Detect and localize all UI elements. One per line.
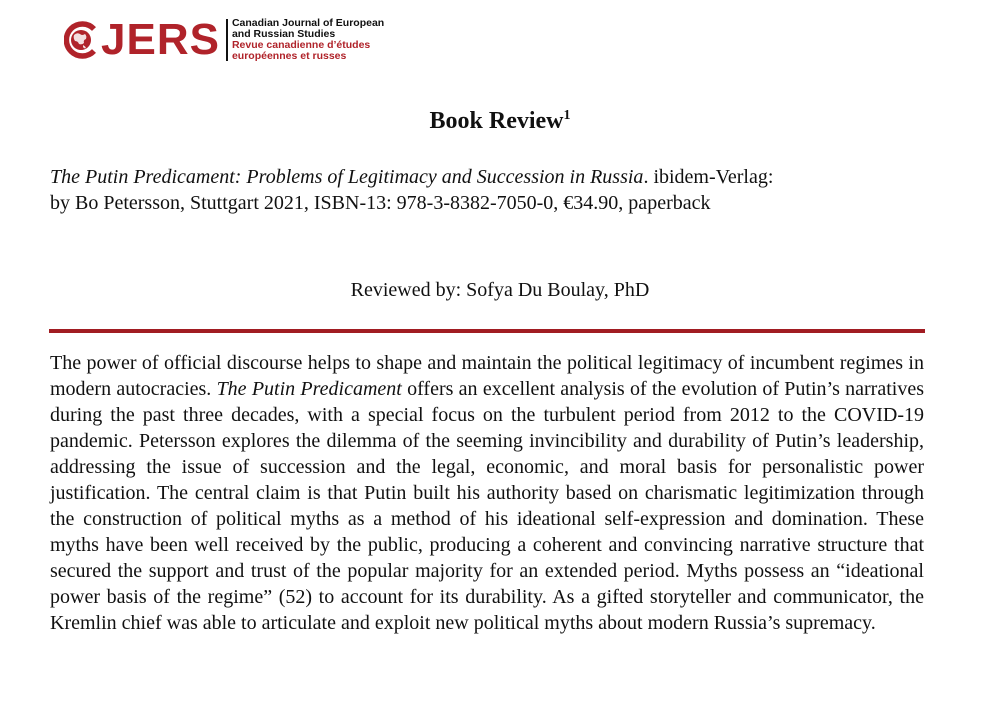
book-title: The Putin Predicament: Problems of Legitimacy and Succession in Russia	[50, 166, 644, 188]
logo-en-line1: Canadian Journal of European	[231, 17, 385, 29]
citation-details: by Bo Petersson, Stuttgart 2021, ISBN-13: 978-3-8382-7050-0, €34.90, paperback	[50, 192, 711, 214]
footnote-marker[interactable]: 1	[563, 108, 571, 123]
page-title	[0, 106, 1000, 136]
paragraph-book-title: The Putin Predicament	[216, 378, 402, 400]
logo-letters: JERS	[101, 15, 220, 64]
citation-publisher: . ibidem-Verlag:	[643, 166, 774, 188]
logo-journal-name	[232, 18, 384, 62]
review-paragraph	[50, 350, 924, 636]
journal-logo	[64, 14, 384, 66]
logo-fr-line1: Revue canadienne d’études	[231, 39, 371, 51]
book-citation	[50, 164, 950, 216]
logo-en-line2: and Russian Studies	[231, 28, 336, 40]
paragraph-part1: The power of official discourse helps to shape and maintain the political legitimacy of incumbent regimes in modern autocracies.	[50, 352, 924, 400]
logo-wordmark	[64, 15, 220, 64]
logo-divider	[226, 19, 228, 61]
reviewer-line: Reviewed by: Sofya Du Boulay, PhD	[350, 279, 650, 301]
logo-fr-line2: européennes et russes	[231, 50, 347, 62]
globe-c-icon	[64, 21, 100, 59]
divider-rule	[49, 329, 925, 333]
paragraph-part2: offers an excellent analysis of the evolution of Putin’s narratives during the past three decades, with a special focus on the turbulent period from 2012 to the COVID-19 pandemic. Petersson explores the dilemma of the seeming invincibility and durability of Putin’s leadership, addressing the issue of succession and the legal, economic, and moral basis for personalistic power justification. The central claim is that Putin built his authority based on charismatic legitimization through the construction of political myths as a method of his ideational self-expression and domination. These myths have been well received by the public, producing a coherent and convincing narrative structure that secured the support and trust of the popular majority for an extended period. Myths possess an “ideational power basis of the regime” (52) to account for its durability. As a gifted storyteller and communicator, the Kremlin chief was able to articulate and exploit new political myths about modern Russia’s supremacy.	[50, 378, 924, 634]
title-text: Book Review	[429, 108, 564, 134]
